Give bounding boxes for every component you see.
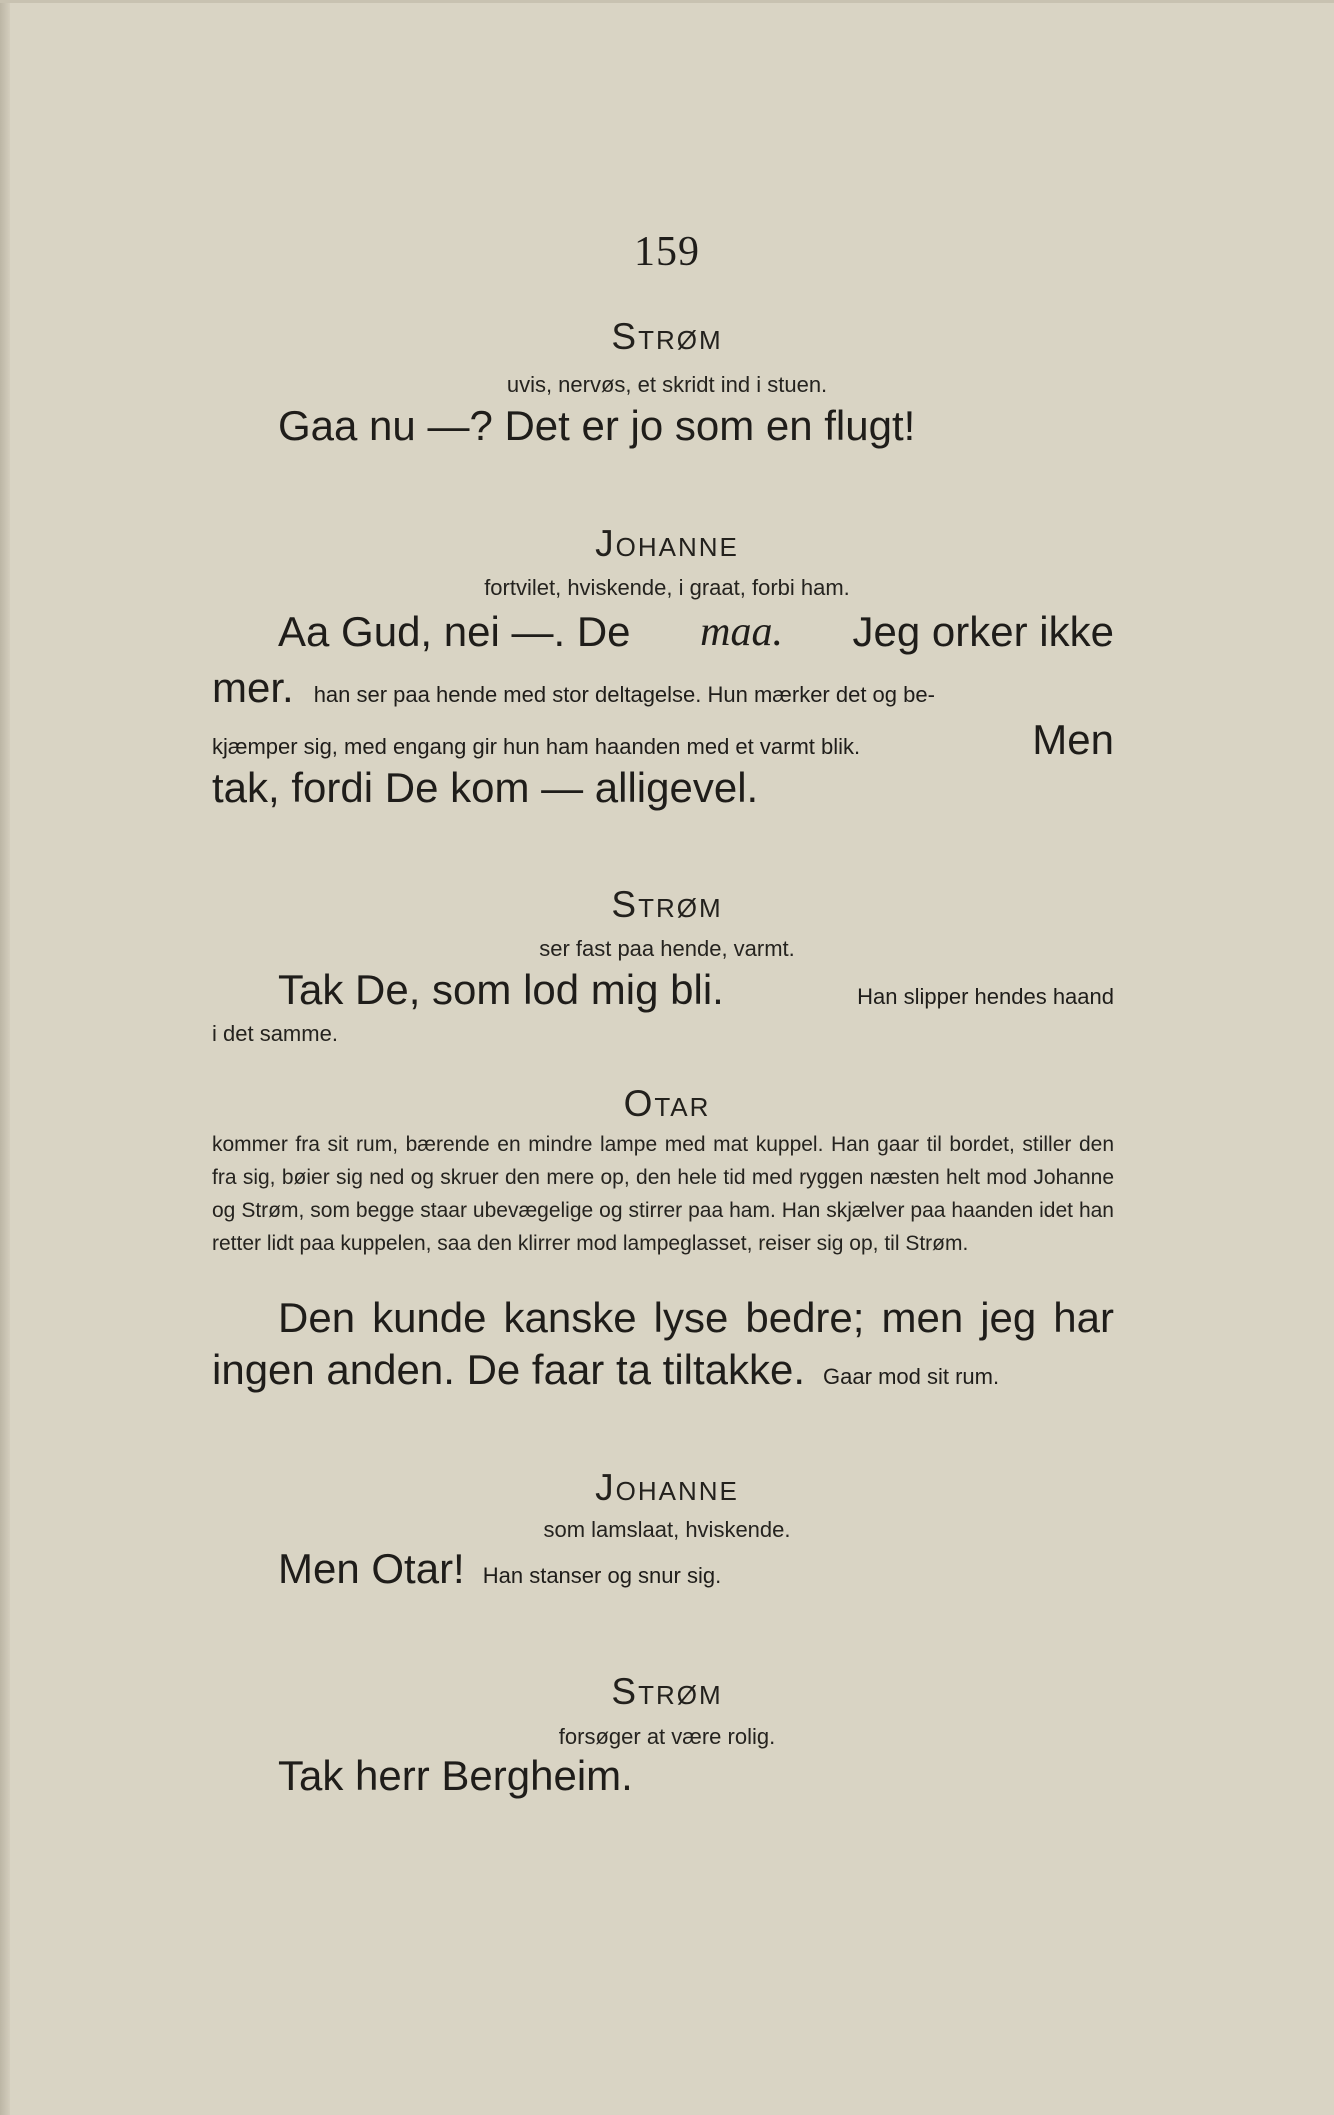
stage-direction: i det samme.: [212, 1021, 338, 1046]
inline-stage-direction: Han stanser og snur sig.: [482, 1563, 722, 1588]
dialogue-line: [212, 716, 1114, 764]
dialogue-emphasis: maa.: [700, 609, 783, 655]
inline-stage-direction: Han slipper hendes haand: [857, 984, 1114, 1009]
dialogue-text: ingen anden. De faar ta tiltakke.: [212, 1346, 806, 1393]
speaker-name: Otar: [623, 1083, 711, 1124]
page-number: 159: [634, 229, 700, 275]
dialogue-text: Aa Gud, nei —. De: [278, 608, 643, 655]
page-top-edge: [0, 0, 1334, 3]
inline-stage-direction: han ser paa hende med stor deltagelse. Hun mærker det og be-: [313, 682, 935, 707]
speaker-name: Strøm: [611, 1671, 723, 1712]
stage-direction: forsøger at være rolig.: [558, 1724, 776, 1749]
dialogue-text: Men: [1032, 716, 1114, 763]
dialogue-line: [278, 966, 1114, 1014]
speaker-name: Johanne: [595, 523, 739, 564]
dialogue-line: Den kunde kanske lyse bedre; men jeg har: [278, 1294, 1114, 1341]
dialogue-text: mer.: [212, 664, 294, 711]
dialogue-line: [212, 664, 1114, 712]
dialogue-line: tak, fordi De kom — alligevel.: [212, 764, 759, 811]
stage-direction: uvis, nervøs, et skridt ind i stuen.: [506, 372, 828, 397]
stage-direction: ser fast paa hende, varmt.: [539, 936, 795, 961]
stage-direction: som lamslaat, hviskende.: [543, 1517, 791, 1542]
speaker-name: Strøm: [611, 884, 723, 925]
dialogue-text: Jeg orker ikke: [840, 608, 1114, 655]
inline-stage-direction: kjæmper sig, med engang gir hun ham haanden med et varmt blik.: [212, 734, 861, 759]
stage-direction-paragraph: kommer fra sit rum, bærende en mindre lampe med mat kuppel. Han gaar til bordet, stiller den fra sig, bøier sig ned og skruer den mere op, den hele tid med ryggen næsten helt mod Johanne og Strøm, som begge staar ubevægelige og stirrer paa ham. Han skjælver paa haanden idet han retter lidt paa kuppelen, saa den klirrer mod lampeglasset, reiser sig op, til Strøm.: [212, 1133, 1114, 1255]
dialogue-line: Gaa nu —? Det er jo som en flugt!: [278, 402, 916, 449]
speaker-name: Johanne: [595, 1467, 739, 1508]
dialogue-line: [212, 1346, 1114, 1394]
speaker-name: Strøm: [611, 316, 723, 357]
inline-stage-direction: Gaar mod sit rum.: [823, 1364, 1000, 1389]
dialogue-line: [278, 608, 1114, 656]
dialogue-line: Tak herr Bergheim.: [278, 1752, 633, 1799]
stage-direction: fortvilet, hviskende, i graat, forbi ham.: [484, 575, 850, 600]
dialogue-text: Tak De, som lod mig bli.: [278, 966, 724, 1013]
dialogue-line: [278, 1545, 721, 1593]
dialogue-text: Men Otar!: [278, 1545, 465, 1592]
